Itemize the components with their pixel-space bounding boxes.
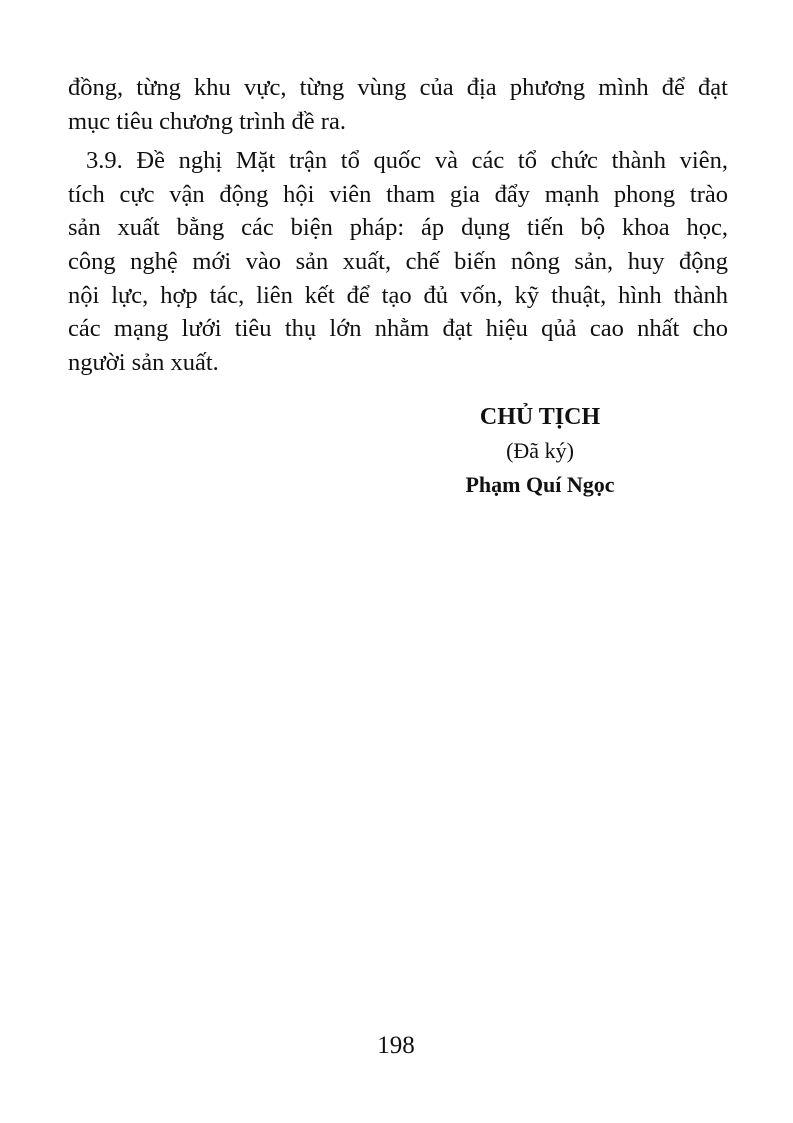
body-text: [68, 71, 728, 379]
paragraph-continuation: [68, 71, 728, 138]
signatory-title: CHỦ TỊCH: [479, 404, 601, 430]
text-line: đồng, từng khu vực, từng vùng của địa phương mình để đạt: [68, 74, 728, 101]
signatory-name: Phạm Quí Ngọc: [465, 472, 615, 497]
paragraph-3-9: [68, 144, 728, 379]
text-line: công nghệ mới vào sản xuất, chế biến nông sản, huy động: [68, 247, 728, 275]
signature-block: [440, 400, 640, 502]
text-line: tích cực vận động hội viên tham gia đẩy mạnh phong trào: [68, 180, 728, 208]
page-number: 198: [377, 1032, 415, 1059]
signed-note: (Đã ký): [506, 438, 574, 463]
text-line: sản xuất bằng các biện pháp: áp dụng tiến bộ khoa học,: [68, 214, 728, 242]
text-line: mục tiêu chương trình đề ra.: [68, 107, 346, 135]
text-line: các mạng lưới tiêu thụ lớn nhằm đạt hiệu qủả cao nhất cho: [68, 315, 728, 343]
text-line: người sản xuất.: [68, 348, 219, 376]
text-line: nội lực, hợp tác, liên kết để tạo đủ vốn, kỹ thuật, hình thành: [68, 281, 728, 309]
text-line: 3.9. Đề nghị Mặt trận tổ quốc và các tổ chức thành viên,: [86, 147, 728, 175]
